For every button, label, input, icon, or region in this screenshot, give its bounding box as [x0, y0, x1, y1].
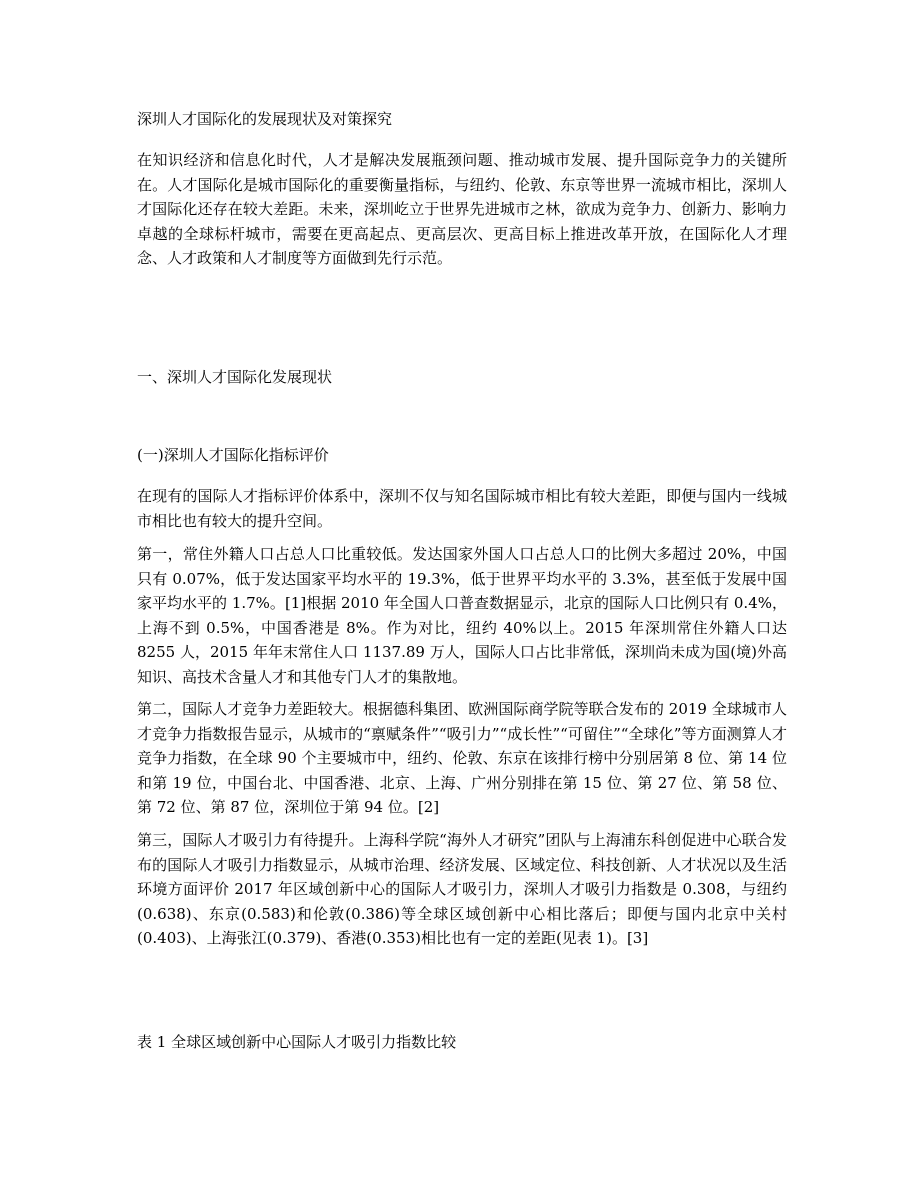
section-heading: 一、深圳人才国际化发展现状: [137, 368, 333, 386]
body-paragraph-4: 第三，国际人才吸引力有待提升。上海科学院“海外人才研究”团队与上海浦东科创促进中心联合发布的国际人才吸引力指数显示，从城市治理、经济发展、区域定位、科技创新、人才状况以及生活环境方面评价 2017 年区域创新中心的国际人才吸引力，深圳人才吸引力指数是 0.308，与纽约(0.638)、东京(0.583)和伦敦(0.386)等全球区域创新中心相比落后；即便与国内北京中关村(0.403)、上海张江(0.379)、香港(0.353)相比也有一定的差距(见表 1)。[3]: [137, 831, 787, 947]
body-paragraph-1: 在现有的国际人才指标评价体系中，深圳不仅与知名国际城市相比有较大差距，即便与国内一线城市相比也有较大的提升空间。: [137, 487, 787, 530]
subsection-heading: (一)深圳人才国际化指标评价: [137, 446, 329, 464]
body-paragraph-3: 第二，国际人才竞争力差距较大。根据德科集团、欧洲国际商学院等联合发布的 2019 全球城市人才竞争力指数报告显示，从城市的“禀赋条件”“吸引力”“成长性”“可留住”“全球化”等方面测算人才竞争力指数，在全球 90 个主要城市中，纽约、伦敦、东京在该排行榜中分别居第 8 位、第 14 位和第 19 位，中国台北、中国香港、北京、上海、广州分别排在第 15 位、第 27 位、第 58 位、第 72 位、第 87 位，深圳位于第 94 位。[2]: [137, 700, 787, 816]
document-title: 深圳人才国际化的发展现状及对策探究: [137, 110, 393, 128]
intro-paragraph: 在知识经济和信息化时代，人才是解决发展瓶颈问题、推动城市发展、提升国际竞争力的关键所在。人才国际化是城市国际化的重要衡量指标，与纽约、伦敦、东京等世界一流城市相比，深圳人才国际化还存在较大差距。未来，深圳屹立于世界先进城市之林，欲成为竞争力、创新力、影响力卓越的全球标杆城市，需要在更高起点、更高层次、更高目标上推进改革开放，在国际化人才理念、人才政策和人才制度等方面做到先行示范。: [137, 151, 787, 267]
table-caption: 表 1 全球区域创新中心国际人才吸引力指数比较: [137, 1033, 457, 1051]
body-paragraph-2: 第一，常住外籍人口占总人口比重较低。发达国家外国人口占总人口的比例大多超过 20%，中国只有 0.07%，低于发达国家平均水平的 19.3%，低于世界平均水平的 3.3%，甚至低于发展中国家平均水平的 1.7%。[1]根据 2010 年全国人口普查数据显示，北京的国际人口比例只有 0.4%，上海不到 0.5%，中国香港是 8%。作为对比，纽约 40%以上。2015 年深圳常住外籍人口达 8255 人，2015 年年末常住人口 1137.89 万人，国际人口占比非常低，深圳尚未成为国(境)外高知识、高技术含量人才和其他专门人才的集散地。: [137, 545, 787, 686]
